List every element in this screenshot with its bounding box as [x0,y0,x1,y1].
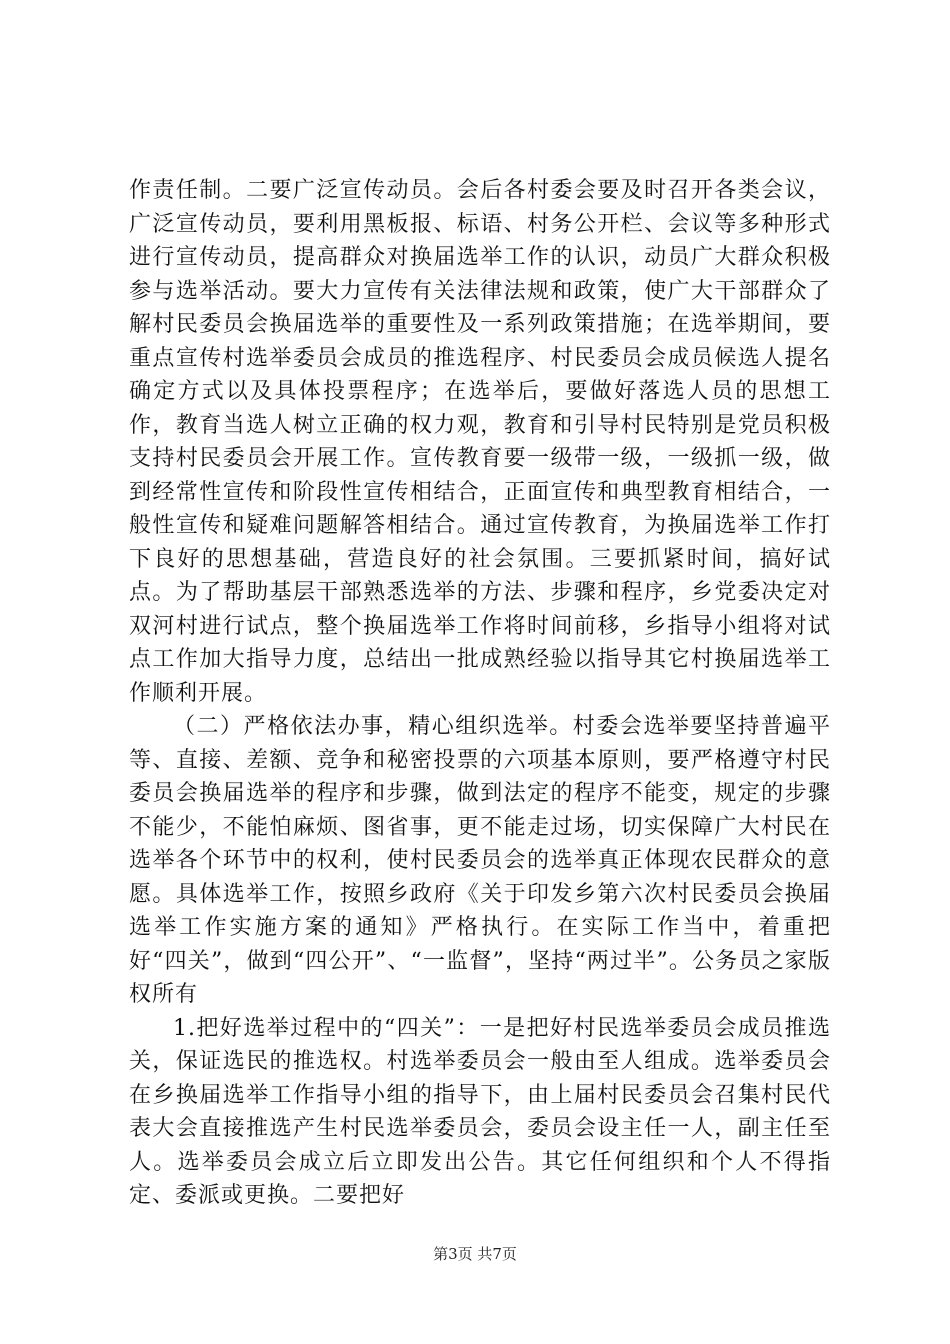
paragraph-2: （二）严格依法办事，精心组织选举。村委会选举要坚持普遍平等、直接、差额、竞争和秘密投票的六项基本原则，要严格遵守村民委员会换届选举的程序和步骤，做到法定的程序不能变，规定的步骤不能少，不能怕麻烦、图省事，更不能走过场，切实保障广大村民在选举各个环节中的权利，使村民委员会的选举真正体现农民群众的意愿。具体选举工作，按照乡政府《关于印发乡第六次村民委员会换届选举工作实施方案的通知》严格执行。在实际工作当中，着重把好“四关”，做到“四公开”、“一监督”，坚持“两过半”。公务员之家版权所有 [129,714,831,1007]
page-footer: 第3页 共7页 [433,1245,517,1263]
paragraph-1: 作责任制。二要广泛宣传动员。会后各村委会要及时召开各类会议，广泛宣传动员，要利用黑板报、标语、村务公开栏、会议等多种形式进行宣传动员，提高群众对换届选举工作的认识，动员广大群众积极参与选举活动。要大力宣传有关法律法规和政策，使广大干部群众了解村民委员会换届选举的重要性及一系列政策措施；在选举期间，要重点宣传村选举委员会成员的推选程序、村民委员会成员候选人提名确定方式以及具体投票程序；在选举后，要做好落选人员的思想工作，教育当选人树立正确的权力观，教育和引导村民特别是党员积极支持村民委员会开展工作。宣传教育要一级带一级，一级抓一级，做到经常性宣传和阶段性宣传相结合，正面宣传和典型教育相结合，一般性宣传和疑难问题解答相结合。通过宣传教育，为换届选举工作打下良好的思想基础，营造良好的社会氛围。三要抓紧时间，搞好试点。为了帮助基层干部熟悉选举的方法、步骤和程序，乡党委决定对双河村进行试点，整个换届选举工作将时间前移，乡指导小组将对试点工作加大指导力度，总结出一批成熟经验以指导其它村换届选举工作顺利开展。 [129,178,831,706]
body-text [129,174,831,1213]
paragraph-3: 1.把好选举过程中的“四关”：一是把好村民选举委员会成员推选关，保证选民的推选权。村选举委员会一般由至人组成。选举委员会在乡换届选举工作指导小组的指导下，由上届村民委员会召集村民代表大会直接推选产生村民选举委员会，委员会设主任一人，副主任至人。选举委员会成立后立即发出公告。其它任何组织和个人不得指定、委派或更换。二要把好 [129,1015,831,1208]
